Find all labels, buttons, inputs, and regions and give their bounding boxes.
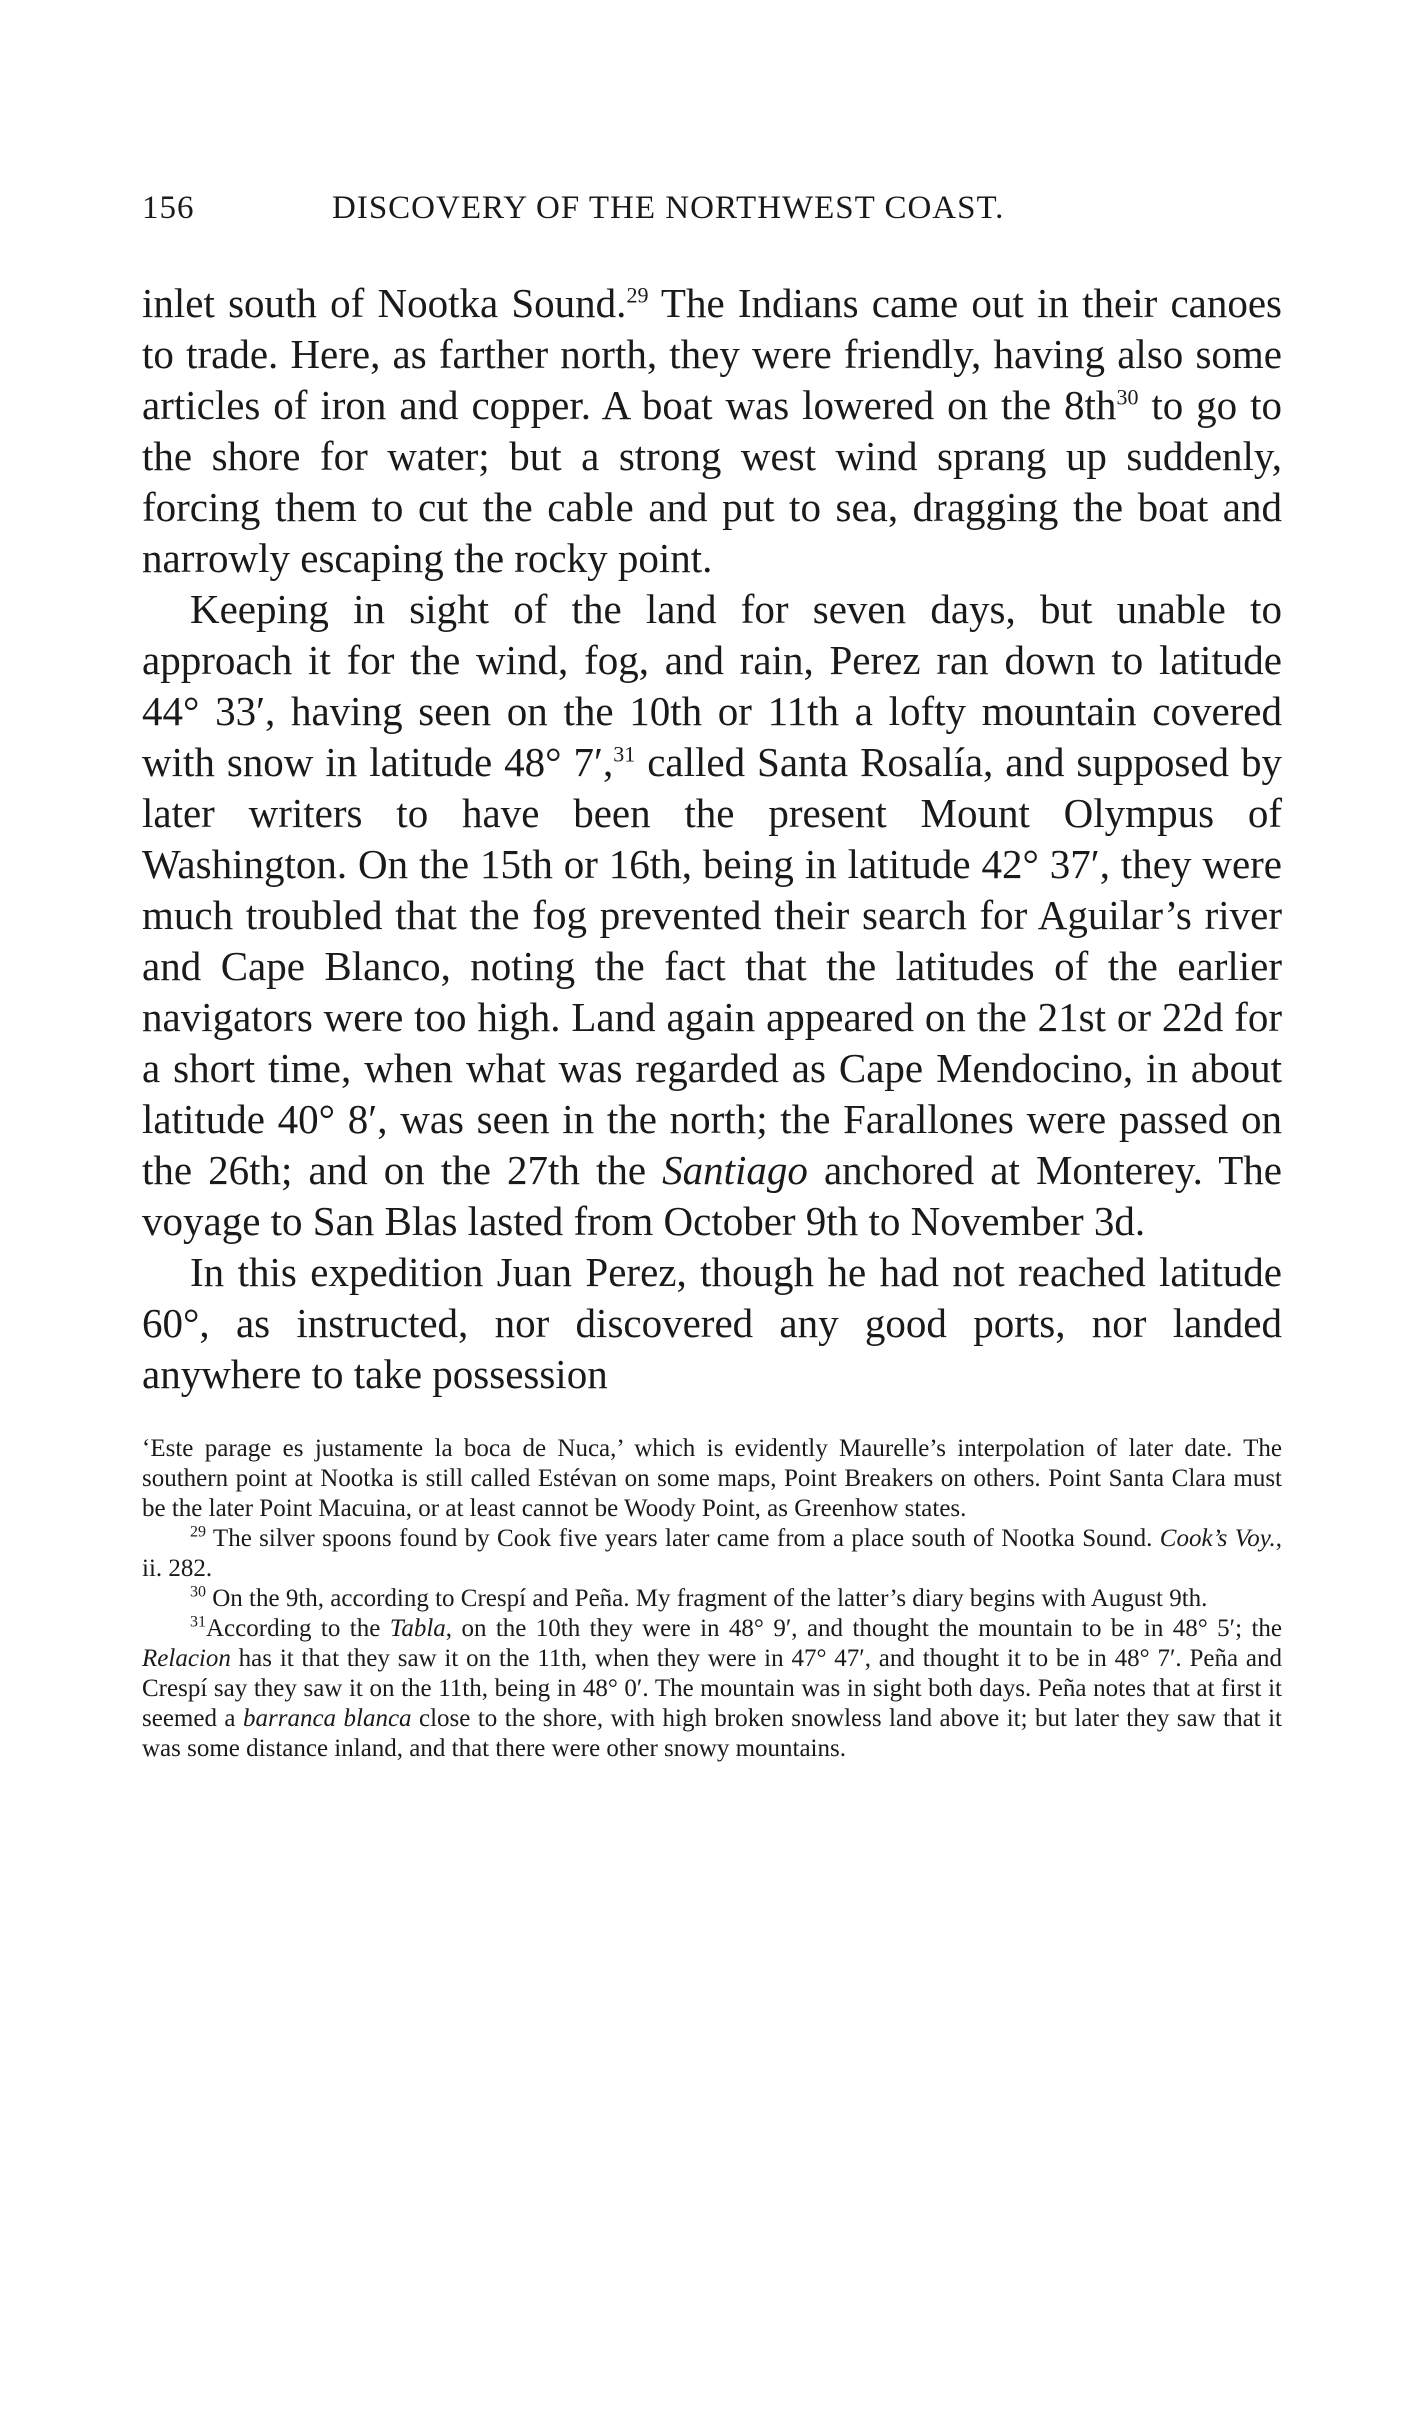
text-run: Keeping in sight of the land for seven days, but unable to approach it for the wind, fog, and rain, Perez ran down to latitude 44° 33′, having seen on the 10th or 11th a lofty mountain covered with snow in latitude 48° 7′, [142,586,1282,785]
footnote [142,1434,1282,1524]
footnote [142,1524,1282,1584]
footnote-ref: 31 [613,741,636,767]
page-number: 156 [142,190,195,226]
running-header [142,190,1282,250]
footnote-number: 30 [190,1583,206,1601]
footnote-text: , on the 10th they were in 48° 9′, and thought the mountain to be in 48° 5′; the [445,1615,1283,1642]
paragraph [142,1247,1282,1400]
text-run: The Indians came out in their canoes to trade. Here, as farther north, they were friendly, having also some articles of iron and copper. A boat was lowered on the 8th [142,280,1282,428]
text-run: inlet south of Nootka Sound. [142,280,627,326]
footnote-text: ‘Este parage es justamente la boca de Nuca,’ which is evidently Maurelle’s interpolation of later date. The southern point at Nootka is still called Estévan on some maps, Point Breakers on others. Point Santa Clara must be the later Point Macuina, or at least cannot be Woody Point, as Greenhow states. [142,1435,1282,1522]
footnote-number: 31 [190,1613,206,1631]
footnote [142,1614,1282,1764]
text-run: In this expedition Juan Perez, though he had not reached latitude 60°, as instructed, nor discovered any good ports, nor landed anywhere to take possession [142,1249,1282,1397]
footnote-text: According to the [206,1615,390,1642]
paragraph [142,278,1282,584]
footnote [142,1584,1282,1614]
footnotes [142,1434,1282,1764]
footnote-ref: 30 [1116,384,1139,410]
footnote-text: The silver spoons found by Cook five years later came from a place south of Nootka Sound. [206,1525,1160,1552]
footnote-number: 29 [190,1523,206,1541]
citation: Relacion [142,1645,231,1672]
paragraph [142,584,1282,1247]
footnote-text: has it that they saw it on the 11th, when they were in 47° 47′, and thought it to be in 48° 7′. Peña and Crespí say they saw it on the 11th, being in 48° 0′. The mountain was in sight both days. Peña notes that at first it seemed a [142,1645,1282,1732]
foreign-phrase: barranca blanca [242,1705,412,1732]
book-page [142,190,1282,1764]
running-title: DISCOVERY OF THE NORTHWEST COAST. [332,190,1005,226]
footnote-text: close to the shore, with high broken snowless land above it; but later they saw that it was some distance inland, and that there were other snowy mountains. [142,1705,1282,1762]
text-run: called Santa Rosalía, and supposed by later writers to have been the present Mount Olympus of Washington. On the 15th or 16th, being in latitude 42° 37′, they were much troubled that the fog prevented their search for Aguilar’s river and Cape Blanco, noting the fact that the latitudes of the earlier navigators were too high. Land again appeared on the 21st or 22d for a short time, when what was regarded as Cape Mendocino, in about latitude 40° 8′, was seen in the north; the Farallones were passed on the 26th; and on the 27th the [142,739,1282,1193]
citation: Cook’s Voy. [1159,1525,1276,1552]
ship-name: Santiago [662,1147,808,1193]
main-text [142,278,1282,1400]
text-run: to go to the shore for water; but a strong west wind sprang up suddenly, forcing them to cut the cable and put to sea, dragging the boat and narrowly escaping the rocky point. [142,382,1282,581]
footnote-ref: 29 [626,282,649,308]
text-run: anchored at Monterey. The voyage to San Blas lasted from October 9th to November 3d. [142,1147,1282,1244]
citation: Tabla [389,1615,446,1642]
footnote-text: On the 9th, according to Crespí and Peña. My fragment of the latter’s diary begins with August 9th. [206,1585,1208,1612]
footnote-text: , ii. 282. [142,1525,1282,1582]
